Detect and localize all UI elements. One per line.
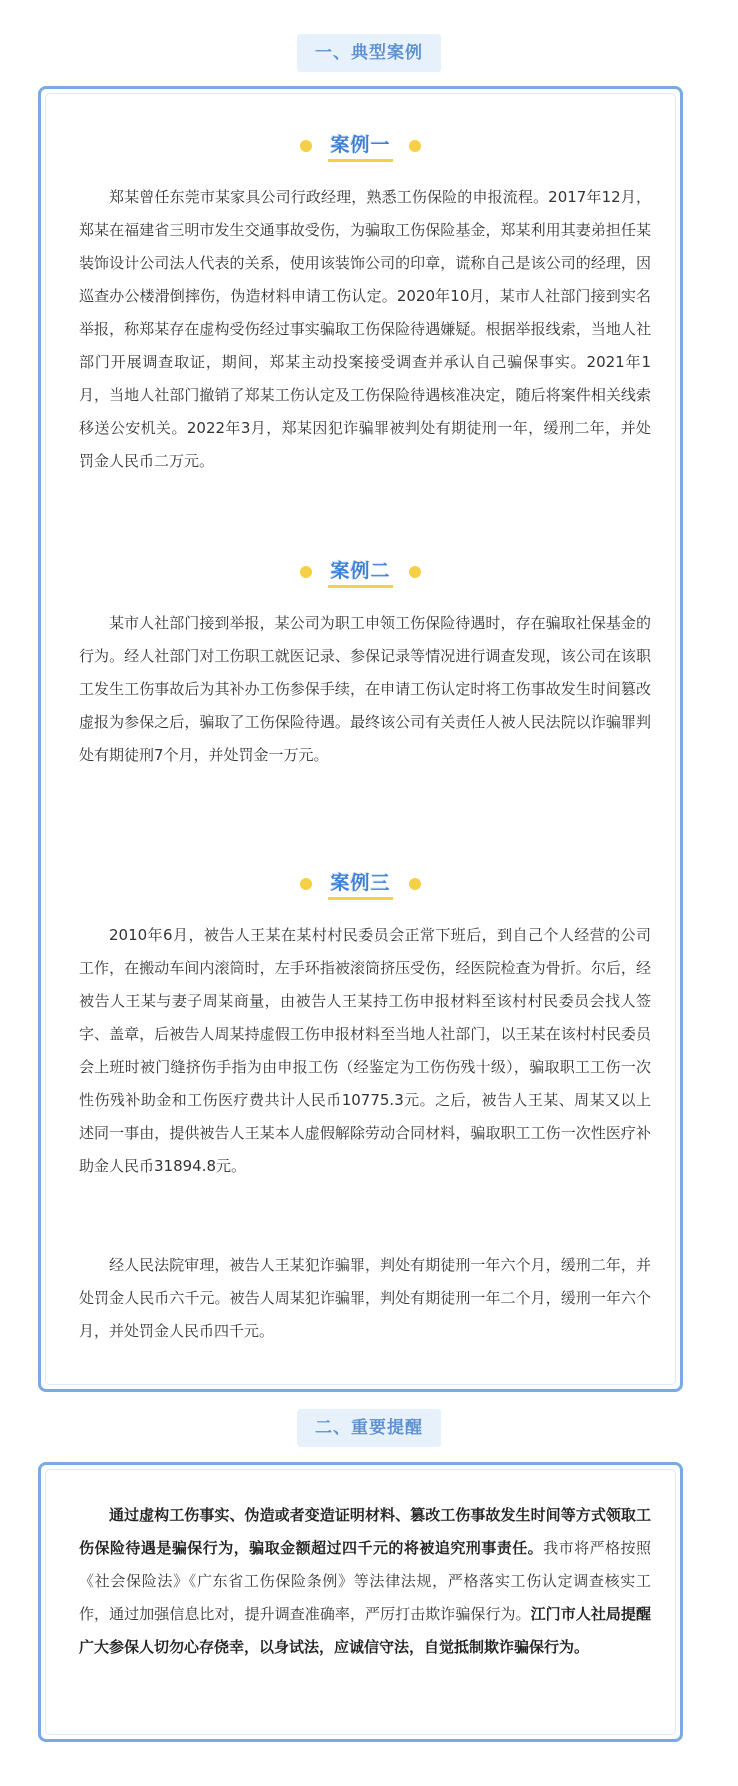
- case-3-text: 2010年6月，被告人王某在某村村民委员会正常下班后，到自己个人经营的公司工作，在搬动车间内滚筒时，左手环指被滚筒挤压受伤，经医院检查为骨折。尔后，经被告人王某与妻子周某商量，由被告人王某持工伤申报材料至该村村民委员会找人签字、盖章，后被告人周某持虚假工伤申报材料至当地人社部门，以王某在该村村民委员会上班时被门缝挤伤手指为由申报工伤（经鉴定为工伤伤残十级），骗取职工工伤一次性伤残补助金和工伤医疗费共计人民币10775.3元。之后，被告人王某、周某又以上述同一事由，提供被告人王某本人虚假解除劳动合同材料，骗取职工工伤一次性医疗补助金人民币31894.8元。: [79, 926, 651, 1175]
- case-2-title: 案例二: [328, 556, 392, 588]
- case-2-heading: [41, 557, 680, 587]
- yellow-dot-icon: [409, 566, 421, 578]
- case-1-heading: [41, 131, 680, 161]
- case-3-heading: [41, 869, 680, 899]
- typical-cases-box: [38, 86, 683, 1392]
- case-2-text: 某市人社部门接到举报，某公司为职工申领工伤保险待遇时，存在骗取社保基金的行为。经人社部门对工伤职工就医记录、参保记录等情况进行调查发现，该公司在该职工发生工伤事故后为其补办工伤参保手续，在申请工伤认定时将工伤事故发生时间篡改虚报为参保之后，骗取了工伤保险待遇。最终该公司有关责任人被人民法院以诈骗罪判处有期徒刑7个月，并处罚金一万元。: [79, 614, 651, 764]
- section-tag-important-reminder: 二、重要提醒: [297, 1409, 441, 1447]
- case-3-title: 案例三: [328, 868, 392, 900]
- case-1-title: 案例一: [328, 130, 392, 162]
- yellow-dot-icon: [409, 878, 421, 890]
- reminder-box: [38, 1462, 683, 1742]
- reminder-bold-call: 江门市人社局提醒广大参保人切勿心存侥幸，以身试法，应诚信守法，自觉抵制欺诈骗保行为。: [79, 1605, 651, 1656]
- reminder-bold-warning: 通过虚构工伤事实、伪造或者变造证明材料、篡改工伤事故发生时间等方式领取工伤保险待遇是骗保行为，骗取金额超过四千元的将被追究刑事责任。: [79, 1506, 651, 1557]
- yellow-dot-icon: [300, 878, 312, 890]
- yellow-dot-icon: [409, 140, 421, 152]
- case-3-verdict-text: 经人民法院审理，被告人王某犯诈骗罪，判处有期徒刑一年六个月，缓刑二年，并处罚金人民币六千元。被告人周某犯诈骗罪，判处有期徒刑一年二个月，缓刑一年六个月，并处罚金人民币四千元。: [79, 1256, 651, 1340]
- yellow-dot-icon: [300, 566, 312, 578]
- reminder-policy-text: 我市将严格按照《社会保险法》《广东省工伤保险条例》等法律法规，严格落实工伤认定调查核实工作，通过加强信息比对，提升调查准确率，严厉打击欺诈骗保行为。: [79, 1539, 651, 1623]
- case-1-text: 郑某曾任东莞市某家具公司行政经理，熟悉工伤保险的申报流程。2017年12月，郑某在福建省三明市发生交通事故受伤，为骗取工伤保险基金，郑某利用其妻弟担任某装饰设计公司法人代表的关系，使用该装饰公司的印章，谎称自己是该公司的经理，因巡查办公楼滑倒摔伤，伪造材料申请工伤认定。2020年10月，某市人社部门接到实名举报，称郑某存在虚构受伤经过事实骗取工伤保险待遇嫌疑。根据举报线索，当地人社部门开展调查取证，期间，郑某主动投案接受调查并承认自己骗保事实。2021年1月，当地人社部门撤销了郑某工伤认定及工伤保险待遇核准决定，随后将案件相关线索移送公安机关。2022年3月，郑某因犯诈骗罪被判处有期徒刑一年，缓刑二年，并处罚金人民币二万元。: [79, 188, 651, 470]
- section-tag-typical-cases: 一、典型案例: [297, 34, 441, 72]
- reminder-text: [79, 1499, 651, 1664]
- yellow-dot-icon: [300, 140, 312, 152]
